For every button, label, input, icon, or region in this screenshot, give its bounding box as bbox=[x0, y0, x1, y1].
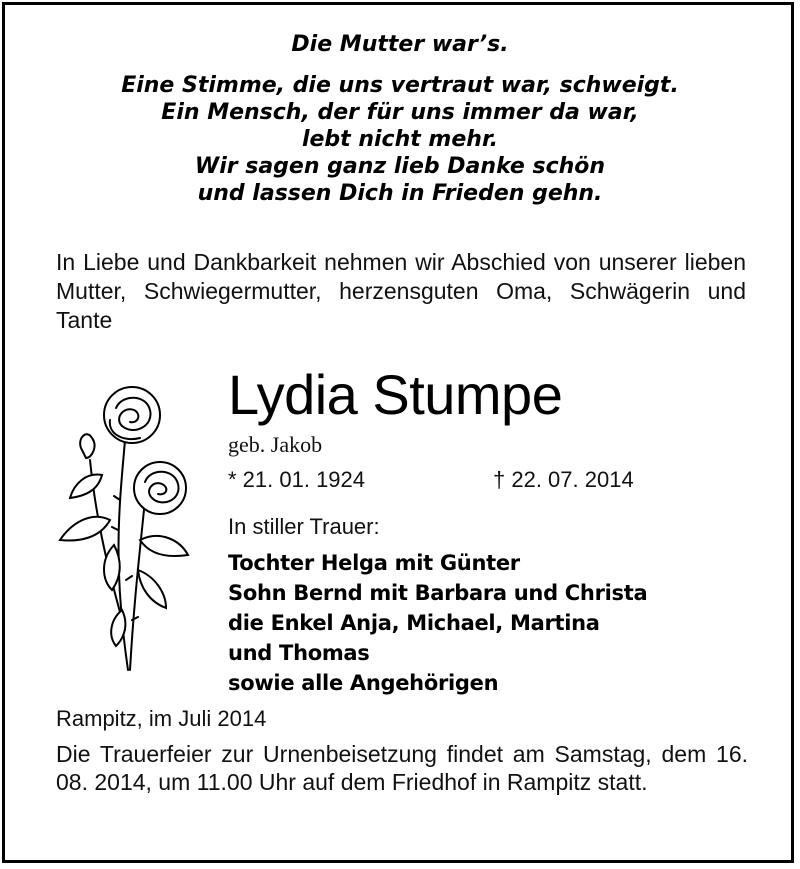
place-date: Rampitz, im Juli 2014 bbox=[56, 706, 267, 731]
poem-line: lebt nicht mehr. bbox=[301, 127, 499, 152]
death-date: † 22. 07. 2014 bbox=[493, 467, 634, 492]
mourner-line: Sohn Bernd mit Barbara und Christa bbox=[228, 581, 648, 605]
poem-line: Wir sagen ganz lieb Danke schön bbox=[194, 154, 606, 179]
mourners-list bbox=[228, 548, 647, 698]
deceased-name: Lydia Stumpe bbox=[228, 363, 563, 426]
intro-text: In Liebe und Dankbarkeit nehmen wir Abschied von unserer lieben Mutter, Schwiegermutter, herzensguten Oma, Schwägerin und Tante bbox=[56, 249, 746, 333]
birth-date: * 21. 01. 1924 bbox=[228, 467, 366, 492]
poem bbox=[0, 30, 800, 207]
mourner-line: Tochter Helga mit Günter bbox=[228, 551, 520, 575]
mourner-line: sowie alle Angehörigen bbox=[228, 671, 499, 695]
birth-name: geb. Jakob bbox=[228, 432, 323, 457]
mourner-line: die Enkel Anja, Michael, Martina bbox=[228, 611, 600, 635]
poem-line: Eine Stimme, die uns vertraut war, schweigt. bbox=[121, 73, 679, 98]
poem-title: Die Mutter war’s. bbox=[291, 32, 509, 57]
poem-line: Ein Mensch, der für uns immer da war, bbox=[161, 100, 639, 125]
mourner-line: und Thomas bbox=[228, 641, 370, 665]
ceremony-text: Die Trauerfeier zur Urnenbeisetzung findet am Samstag, dem 16. 08. 2014, um 11.00 Uhr auf dem Friedhof in Rampitz statt. bbox=[56, 741, 748, 795]
poem-line: und lassen Dich in Frieden gehn. bbox=[197, 181, 603, 206]
rose-icon bbox=[50, 380, 200, 680]
mourning-label: In stiller Trauer: bbox=[228, 514, 380, 539]
